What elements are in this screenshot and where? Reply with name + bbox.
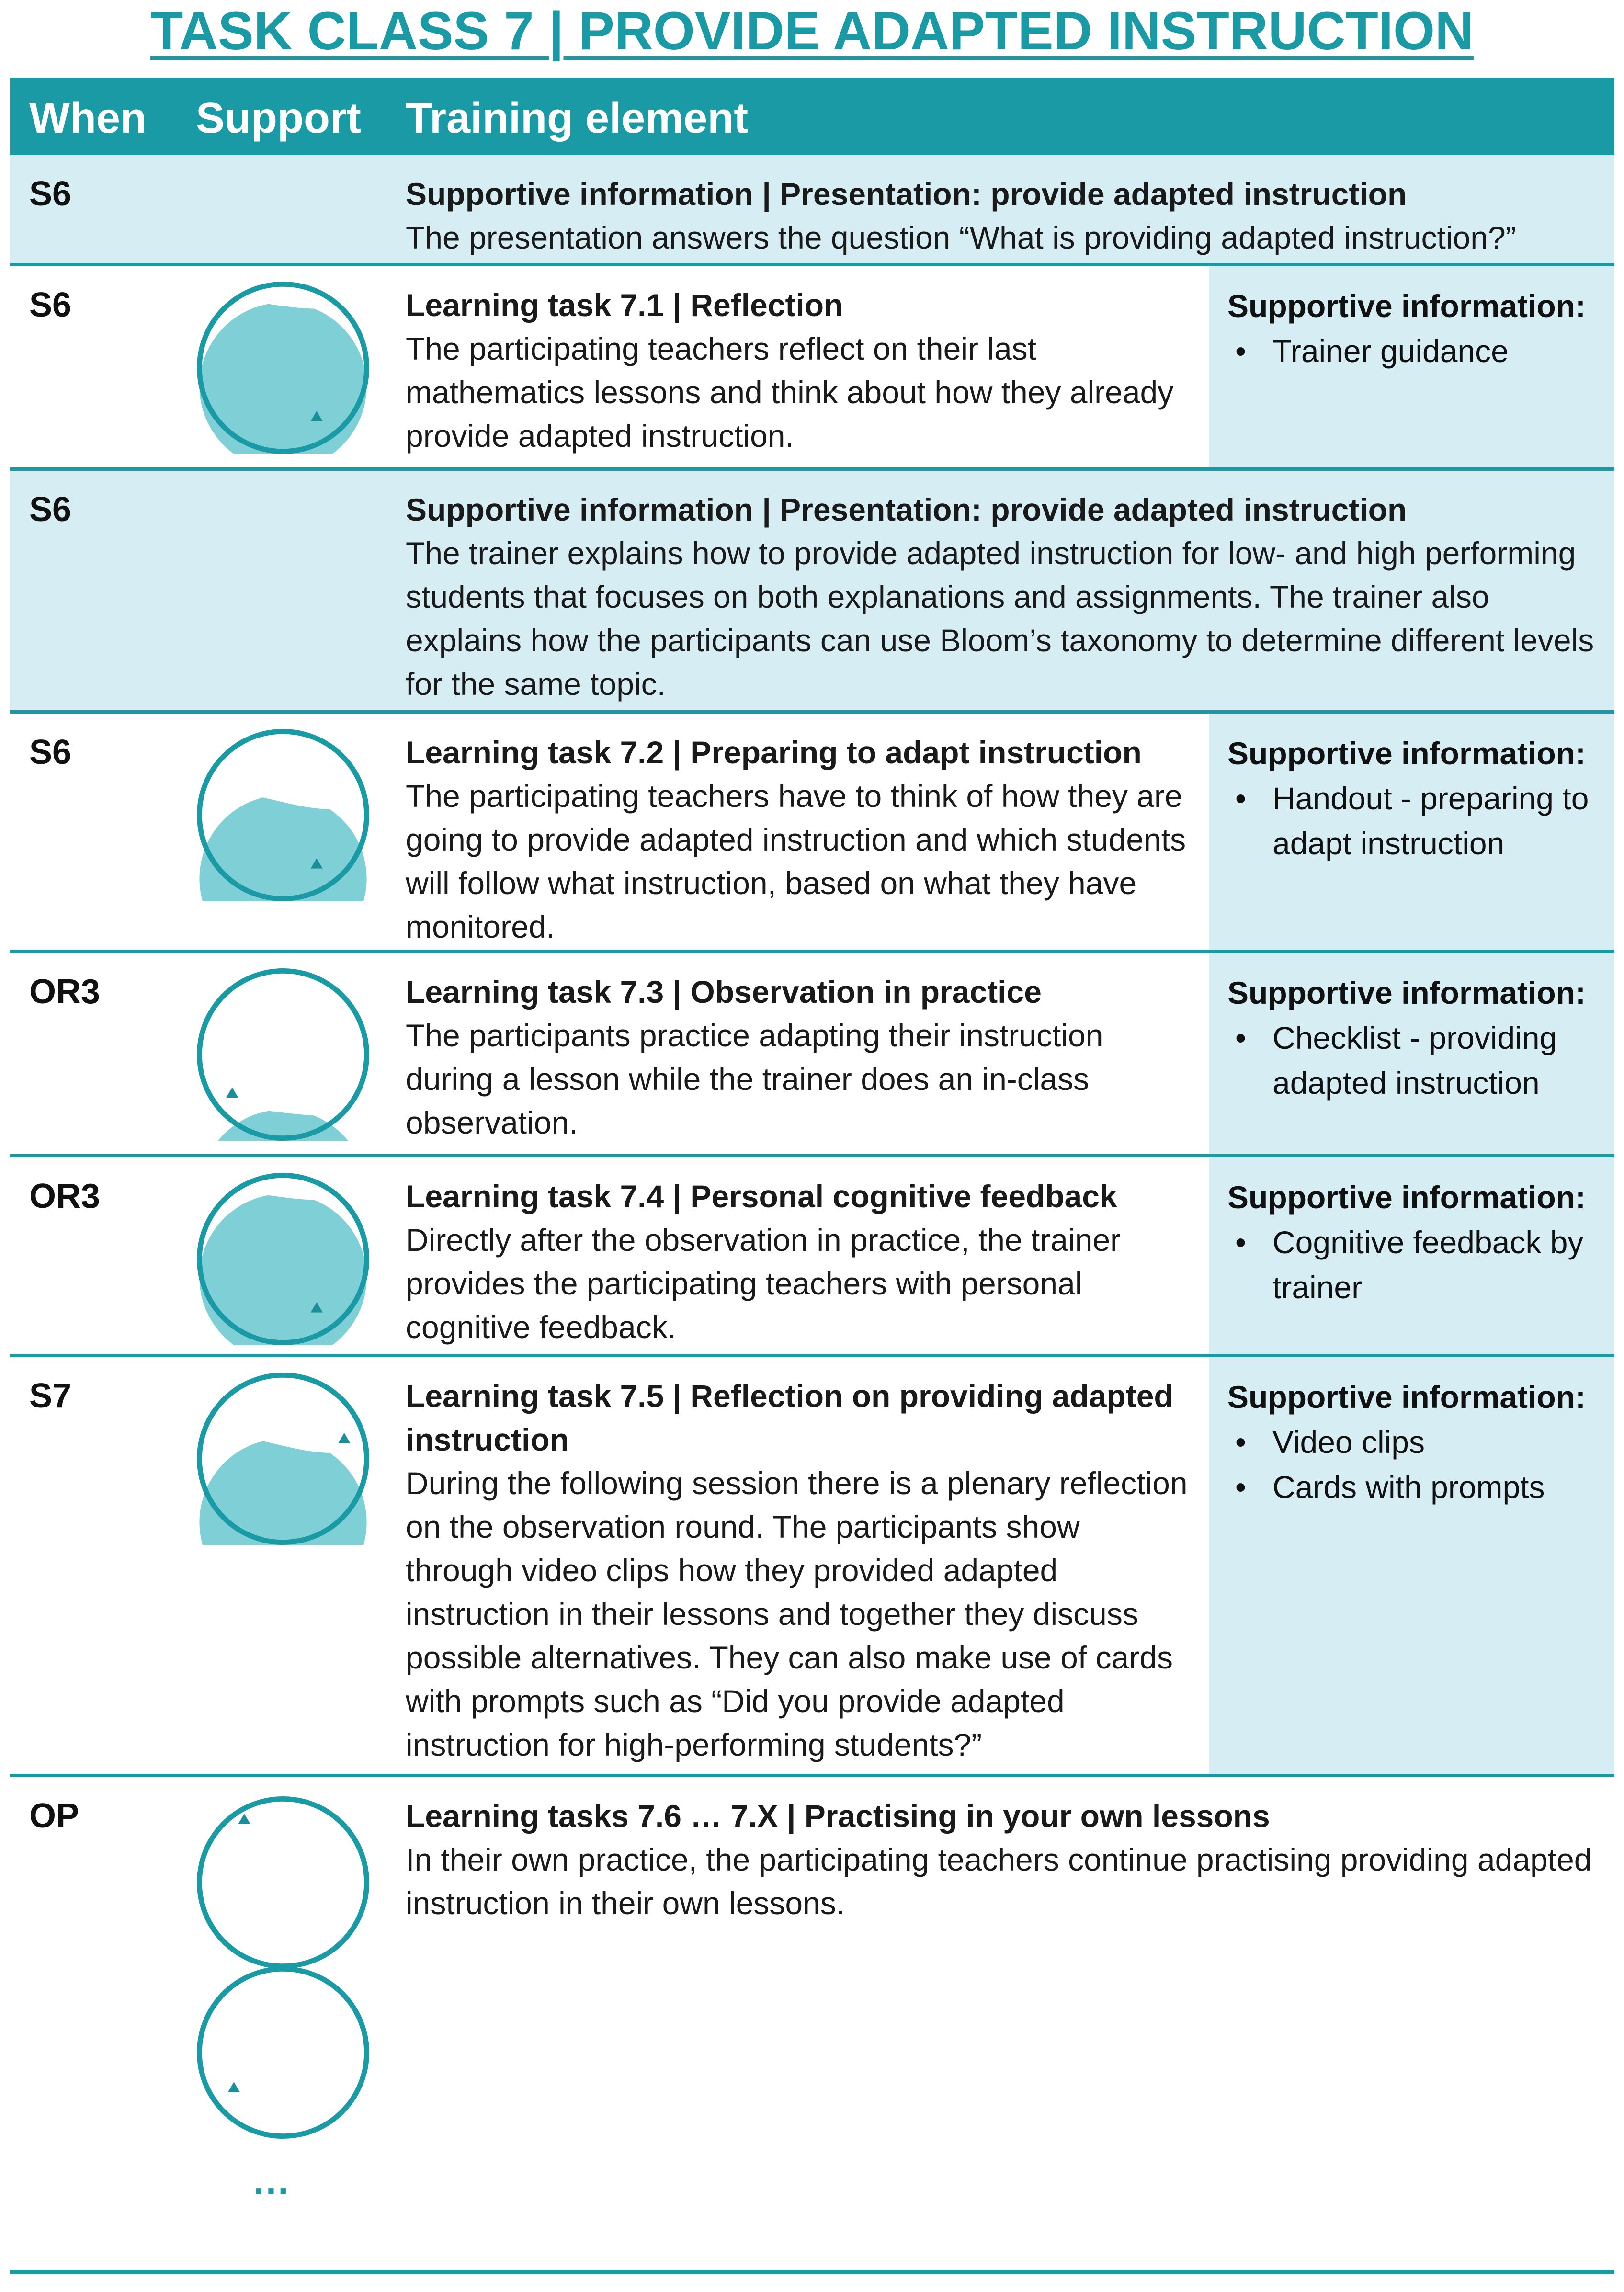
supportive-information bbox=[1227, 1374, 1606, 1509]
supportive-information-list bbox=[1227, 1419, 1606, 1509]
row-when: S6 bbox=[29, 490, 72, 529]
support-level-low-icon bbox=[197, 968, 369, 1141]
row-description: The trainer explains how to provide adapted instruction for low- and high performing students that focuses on both explanations and assignments. The trainer also explains how the participants can use Bloom’s taxonomy to determine different levels for the same topic. bbox=[406, 535, 1594, 702]
ellipsis: … bbox=[252, 2159, 292, 2202]
supportive-information-list bbox=[1227, 329, 1606, 374]
support-level-medium-icon bbox=[197, 729, 369, 901]
row-when: S6 bbox=[29, 286, 72, 324]
row-when: S6 bbox=[29, 733, 72, 772]
row-content bbox=[406, 488, 1603, 706]
list-item: • Video clips bbox=[1227, 1419, 1606, 1464]
supportive-information-label: Supportive information: bbox=[1227, 1379, 1586, 1415]
row-when: S6 bbox=[29, 175, 72, 213]
row-title: Learning task 7.4 | Personal cognitive feedback bbox=[406, 1179, 1117, 1214]
list-item: • Trainer guidance bbox=[1227, 329, 1606, 374]
supportive-information-list bbox=[1227, 1015, 1606, 1105]
supportive-information-list bbox=[1227, 1220, 1606, 1310]
row-title: Learning task 7.2 | Preparing to adapt instruction bbox=[406, 735, 1142, 770]
row-divider bbox=[10, 263, 1614, 266]
list-item: • Cognitive feedback by trainer bbox=[1227, 1220, 1606, 1310]
support-level-high-icon bbox=[197, 282, 369, 454]
row-title: Supportive information | Presentation: provide adapted instruction bbox=[406, 492, 1407, 527]
row-content bbox=[406, 1175, 1191, 1349]
row-title: Learning tasks 7.6 … 7.X | Practising in your own lessons bbox=[406, 1798, 1270, 1834]
supportive-information bbox=[1227, 1175, 1606, 1310]
table-header bbox=[10, 78, 1614, 155]
row-content bbox=[406, 1794, 1603, 1925]
row-title: Learning task 7.5 | Reflection on providing adapted instruction bbox=[406, 1378, 1173, 1457]
bottom-rule bbox=[10, 2270, 1614, 2274]
supportive-information bbox=[1227, 970, 1606, 1105]
supportive-information-label: Supportive information: bbox=[1227, 288, 1586, 324]
row-description: The participants practice adapting their instruction during a lesson while the trainer does an in-class observation. bbox=[406, 1018, 1103, 1140]
row-when: OR3 bbox=[29, 973, 101, 1011]
column-header-when: When bbox=[29, 94, 147, 142]
supportive-information bbox=[1227, 284, 1606, 374]
row-description: The participating teachers have to think of how they are going to provide adapted instruction and which students will follow what instruction, based on what they have monitored. bbox=[406, 778, 1186, 944]
table-row bbox=[10, 471, 1614, 710]
row-divider bbox=[10, 710, 1614, 714]
column-header-support: Support bbox=[196, 94, 361, 142]
row-description: The presentation answers the question “What is providing adapted instruction?” bbox=[406, 220, 1516, 255]
table-row bbox=[10, 953, 1614, 1154]
row-when: OP bbox=[29, 1797, 79, 1835]
list-item: • Handout - preparing to adapt instruction bbox=[1227, 776, 1606, 866]
row-divider bbox=[10, 1154, 1614, 1157]
table-row bbox=[10, 266, 1614, 467]
supportive-information-label: Supportive information: bbox=[1227, 736, 1586, 771]
table-row bbox=[10, 1157, 1614, 1354]
supportive-information-label: Supportive information: bbox=[1227, 975, 1586, 1010]
table-row bbox=[10, 1357, 1614, 1774]
row-description: Directly after the observation in practice, the trainer provides the participating teachers with personal cognitive feedback. bbox=[406, 1222, 1121, 1345]
support-level-none-icon bbox=[197, 1796, 369, 1969]
table-row bbox=[10, 155, 1614, 263]
row-content bbox=[406, 731, 1191, 949]
page-title: TASK CLASS 7 | PROVIDE ADAPTED INSTRUCTION bbox=[150, 1, 1474, 61]
supportive-information-list bbox=[1227, 776, 1606, 866]
table-row bbox=[10, 714, 1614, 950]
row-when: S7 bbox=[29, 1377, 72, 1415]
row-content bbox=[406, 970, 1191, 1145]
row-title: Supportive information | Presentation: provide adapted instruction bbox=[406, 176, 1407, 212]
row-divider bbox=[10, 1774, 1614, 1777]
row-divider bbox=[10, 467, 1614, 471]
row-content bbox=[406, 1374, 1191, 1767]
row-divider bbox=[10, 1354, 1614, 1357]
row-title: Learning task 7.3 | Observation in practice bbox=[406, 974, 1042, 1010]
support-level-medium-icon bbox=[197, 1373, 369, 1545]
row-divider bbox=[10, 950, 1614, 953]
row-content bbox=[406, 172, 1603, 260]
list-item: • Checklist - providing adapted instruction bbox=[1227, 1015, 1606, 1105]
table-row bbox=[10, 1777, 1614, 2266]
row-when: OR3 bbox=[29, 1177, 101, 1215]
row-title: Learning task 7.1 | Reflection bbox=[406, 287, 843, 323]
column-header-training-element: Training element bbox=[406, 94, 749, 142]
support-level-none-icon bbox=[197, 1966, 369, 2139]
support-level-high-icon bbox=[197, 1173, 369, 1345]
list-item: • Cards with prompts bbox=[1227, 1464, 1606, 1509]
row-description: The participating teachers reflect on their last mathematics lessons and think about how they already provide adapted instruction. bbox=[406, 331, 1174, 454]
row-description: During the following session there is a plenary reflection on the observation round. The participants show through video clips how they provided adapted instruction in their lessons and together they discuss possible alternatives. They can also make use of cards with prompts such as “Did you provide adapted instruction for high-performing students?” bbox=[406, 1465, 1188, 1762]
row-content bbox=[406, 284, 1191, 458]
supportive-information-label: Supportive information: bbox=[1227, 1180, 1586, 1215]
row-description: In their own practice, the participating teachers continue practising providing adapted instruction in their own lessons. bbox=[406, 1842, 1592, 1921]
supportive-information bbox=[1227, 731, 1606, 866]
